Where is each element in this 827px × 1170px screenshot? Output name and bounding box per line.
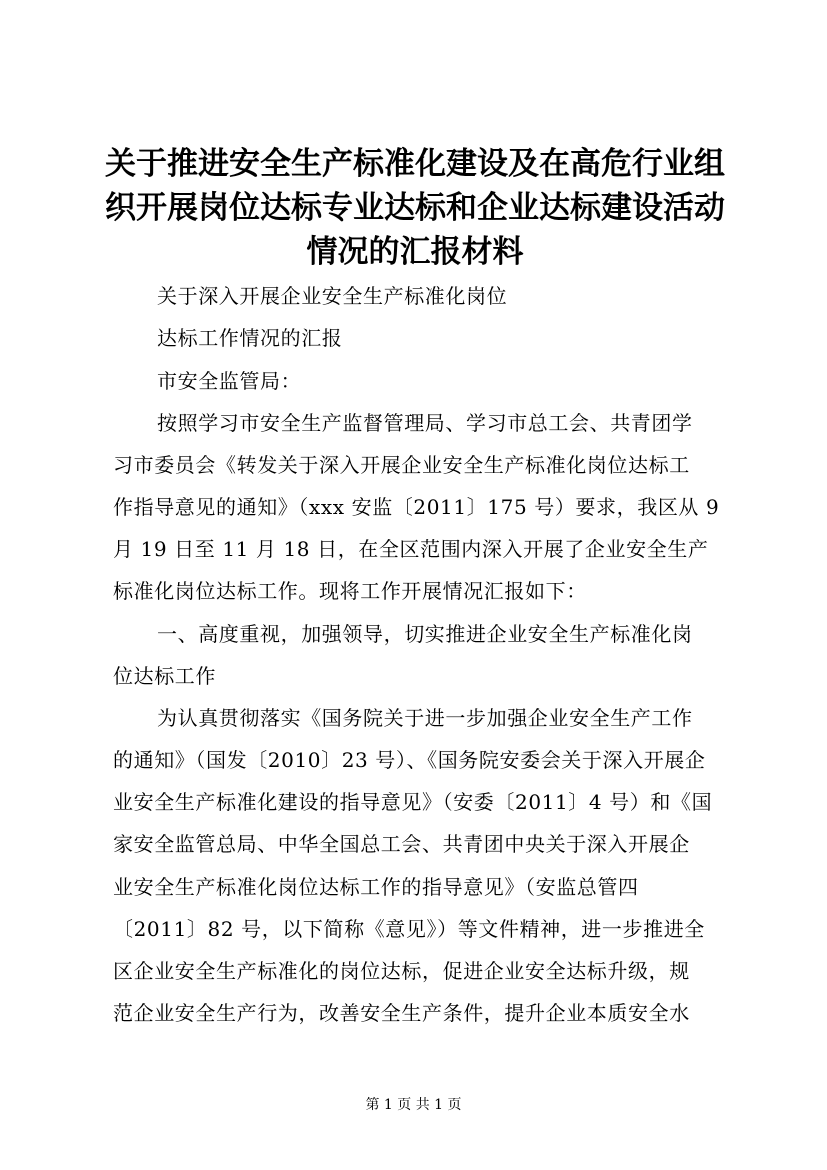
document-title [90, 142, 740, 274]
section-heading: 一、高度重视，加强领导，切实推进企业安全生产标准化岗 [157, 622, 693, 646]
paragraph-line: 按照学习市安全生产监督管理局、学习市总工会、共青团学 [157, 411, 693, 435]
paragraph-line: 月 19 日至 11 月 18 日，在全区范围内深入开展了企业安全生产 [113, 537, 709, 561]
salutation: 市安全监管局： [157, 369, 302, 393]
paragraph-line: 作指导意见的通知》（xxx 安监〔2011〕175 号）要求，我区从 9 [113, 495, 720, 519]
paragraph-line: 区企业安全生产标准化的岗位达标，促进企业安全达标升级，规 [113, 959, 690, 983]
paragraph-line: 习市委员会《转发关于深入开展企业安全生产标准化岗位达标工 [113, 453, 690, 477]
paragraph-line: 业安全生产标准化岗位达标工作的指导意见》（安监总管四 [113, 875, 639, 899]
subtitle-line: 关于深入开展企业安全生产标准化岗位 [157, 284, 508, 308]
title-line: 织开展岗位达标专业达标和企业达标建设活动 [105, 190, 725, 226]
section-heading: 位达标工作 [113, 664, 216, 688]
paragraph-line: 业安全生产标准化建设的指导意见》（安委〔2011〕4 号）和《国 [113, 790, 713, 814]
paragraph-line: 的通知》（国发〔2010〕23 号）、《国务院安委会关于深入开展企 [113, 748, 706, 772]
subtitle-line: 达标工作情况的汇报 [157, 326, 343, 350]
paragraph-line: 家安全监管总局、中华全国总工会、共青团中央关于深入开展企 [113, 832, 690, 856]
paragraph-line: 范企业安全生产行为，改善安全生产条件，提升企业本质安全水 [113, 1001, 690, 1025]
paragraph-line: 标准化岗位达标工作。现将工作开展情况汇报如下： [113, 579, 587, 603]
paragraph-line: 〔2011〕82 号，以下简称《意见》）等文件精神，进一步推进全 [113, 917, 705, 941]
paragraph-line: 为认真贯彻落实《国务院关于进一步加强企业安全生产工作 [157, 706, 693, 730]
title-line: 关于推进安全生产标准化建设及在高危行业组 [105, 146, 725, 182]
title-line: 情况的汇报材料 [306, 234, 524, 270]
page-number-footer: 第 1 页 共 1 页 [365, 1097, 462, 1113]
